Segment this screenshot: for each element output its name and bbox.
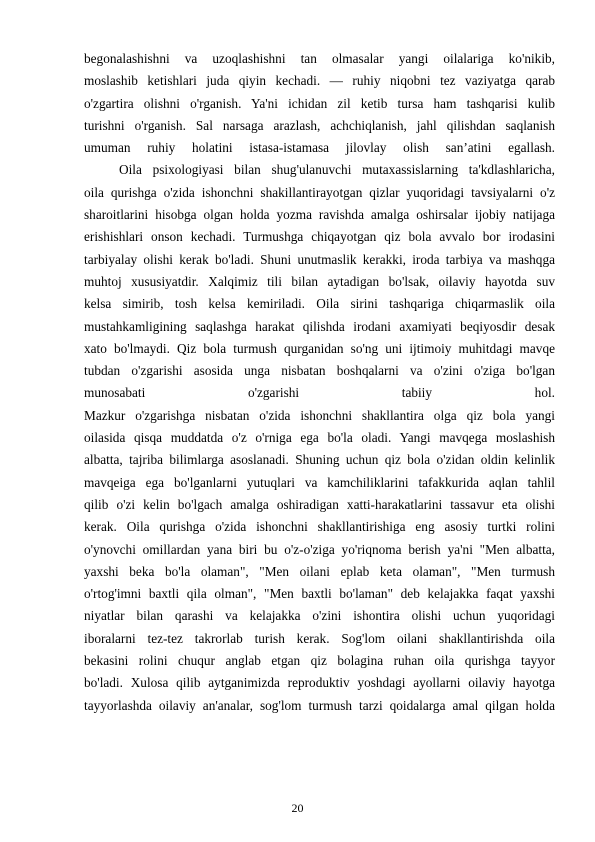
text-line: yaxshi beka bo'la olaman", "Men oilani eplab keta olaman", "Men turmush <box>84 563 555 579</box>
text-line: sharoitlarini hisobga olgan holda yozma ravishda amalga oshirsalar ijobiy natijaga <box>84 207 555 223</box>
text-line: bekasini rolini chuqur anglab etgan qiz bolagina ruhan oila qurishga tayyor <box>84 653 555 669</box>
text-line: tayyorlashda oilaviy an'analar, sog'lom turmush tarzi qoidalarga amal qilgan holda <box>84 697 555 713</box>
text-line: munosabati o'zgarishi tabiiy hol. <box>84 385 555 401</box>
text-line: umuman ruhiy holatini istasa-istamasa jilovlay olish san’atini egallash. <box>84 140 555 156</box>
text-line: albatta, tajriba bilimlarga asoslanadi. Shuning uchun qiz bola o'zidan oldin kelinlik <box>84 452 555 468</box>
text-line: muhtoj xususiyatdir. Xalqimiz tili bilan aytadigan bo'lsak, oilaviy hayotda suv <box>84 273 555 289</box>
text-line: xato bo'lmaydi. Qiz bola turmush qurganidan so'ng uni ijtimoiy muhitdagi mavqe <box>84 340 555 356</box>
text-line: mavqeiga ega bo'lganlarni yutuqlari va kamchiliklarini tafakkurida aqlan tahlil <box>84 474 555 490</box>
text-line: tarbiyalay olishi kerak bo'ladi. Shuni unutmaslik kerakki, iroda tarbiya va mashqga <box>84 251 555 267</box>
text-line: o'rtog'imni baxtli qila olman", "Men baxtli bo'laman" deb kelajakka faqat yaxshi <box>84 586 555 602</box>
text-line: oilasida qisqa muddatda o'z o'rniga ega bo'la oladi. Yangi mavqega moslashish <box>84 430 555 446</box>
text-line: turishni o'rganish. Sal narsaga arazlash, achchiqlanish, jahl qilishdan saqlanish <box>84 117 555 133</box>
text-line: mustahkamligining saqlashga harakat qilishda irodani axamiyati beqiyosdir desak <box>84 318 555 334</box>
page-number: 20 <box>291 801 304 815</box>
text-line: tubdan o'zgarishi asosida unga nisbatan boshqalarni va o'zini o'ziga bo'lgan <box>84 363 555 379</box>
body-text <box>84 48 555 717</box>
text-line: moslashib ketishlari juda qiyin kechadi. — ruhiy niqobni tez vaziyatga qarab <box>84 73 555 89</box>
text-line: begonalashishni va uzoqlashishni tan olmasalar yangi oilalariga ko'nikib, <box>84 51 555 66</box>
text-line: Mazkur o'zgarishga nisbatan o'zida ishonchni shakllantira olga qiz bola yangi <box>84 407 555 423</box>
text-line: oila qurishga o'zida ishonchni shakillantirayotgan qizlar yuqoridagi tavsiyalarni o'z <box>84 184 555 200</box>
text-line: kelsa simirib, tosh kelsa kemiriladi. Oila sirini tashqariga chiqarmaslik oila <box>84 296 555 312</box>
text-line: erishishlari onson kechadi. Turmushga chiqayotgan qiz bola avvalo bor irodasini <box>84 229 555 245</box>
text-line: niyatlar bilan qarashi va kelajakka o'zini ishontira olishi uchun yuqoridagi <box>84 608 555 624</box>
text-line: iboralarni tez-tez takrorlab turish kerak. Sog'lom oilani shakllantirishda oila <box>84 630 555 646</box>
text-line: bo'ladi. Xulosa qilib aytganimizda reproduktiv yoshdagi ayollarni oilaviy hayotga <box>84 675 555 691</box>
text-line: qilib o'zi kelin bo'lgach amalga oshiradigan xatti-harakatlarini tassavur eta olishi <box>84 496 555 512</box>
text-line: o'zgartira olishni o'rganish. Ya'ni ichidan zil ketib tursa ham tashqarisi kulib <box>84 95 555 111</box>
text-line: kerak. Oila qurishga o'zida ishonchni shakllantirishiga eng asosiy turtki rolini <box>84 519 555 535</box>
text-line: Oila psixologiyasi bilan shug'ulanuvchi mutaxassislarning ta'kdlashlaricha, <box>119 162 555 178</box>
text-line: o'ynovchi omillardan yana biri bu o'z-o'ziga yo'riqnoma berish ya'ni "Men albatta, <box>84 541 555 557</box>
